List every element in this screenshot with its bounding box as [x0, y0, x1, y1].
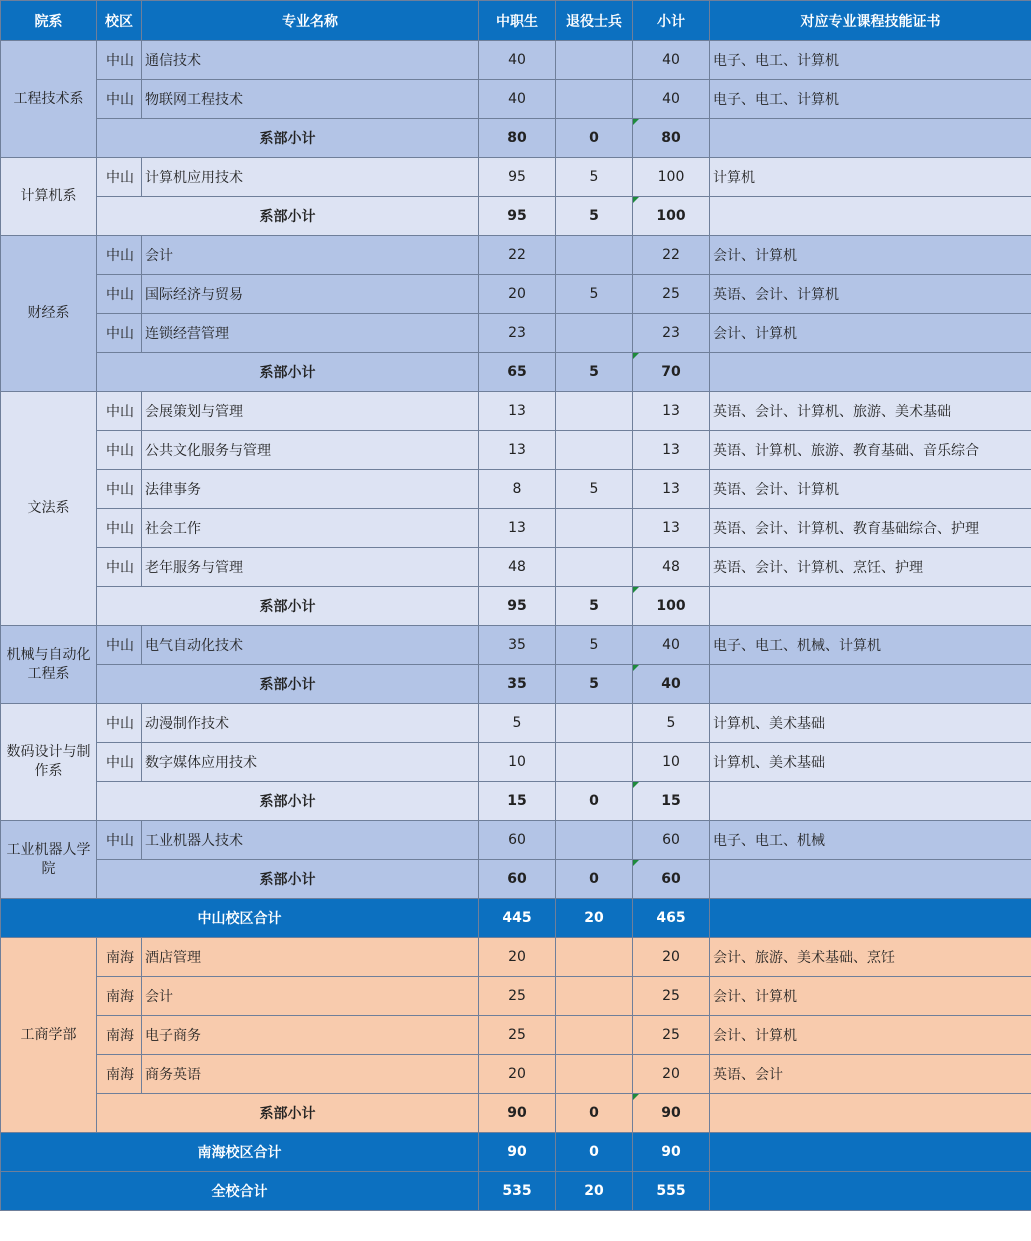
- dept-name-cell: 工程技术系: [1, 41, 97, 158]
- veteran-count-cell: [556, 938, 633, 977]
- grand-total-row-empty: [710, 1172, 1031, 1211]
- certificates-cell: 电子、电工、机械: [710, 821, 1031, 860]
- col-header-major: 专业名称: [142, 1, 479, 41]
- dept-subtotal-label: 系部小计: [97, 119, 479, 158]
- dept-name-cell: 工业机器人学院: [1, 821, 97, 899]
- veteran-count-cell: [556, 548, 633, 587]
- col-header-campus: 校区: [97, 1, 142, 41]
- major-cell: 通信技术: [142, 41, 479, 80]
- dept-subtotal-veteran: 5: [556, 665, 633, 704]
- dept-subtotal-vocational: 65: [479, 353, 556, 392]
- table-row: [1, 314, 1031, 353]
- dept-subtotal-vocational: 60: [479, 860, 556, 899]
- nanhai-total-row-veteran: 0: [556, 1133, 633, 1172]
- dept-subtotal-row: [1, 119, 1031, 158]
- row-subtotal-cell: 48: [633, 548, 710, 587]
- vocational-count-cell: 25: [479, 1016, 556, 1055]
- row-subtotal-cell: 13: [633, 509, 710, 548]
- veteran-count-cell: [556, 743, 633, 782]
- vocational-count-cell: 13: [479, 509, 556, 548]
- dept-subtotal-empty: [710, 197, 1031, 236]
- campus-cell: 中山: [97, 314, 142, 353]
- certificates-cell: 电子、电工、机械、计算机: [710, 626, 1031, 665]
- grand-total-row-veteran: 20: [556, 1172, 633, 1211]
- table-row: [1, 1055, 1031, 1094]
- vocational-count-cell: 35: [479, 626, 556, 665]
- certificates-cell: 英语、会计: [710, 1055, 1031, 1094]
- table-row: [1, 41, 1031, 80]
- veteran-count-cell: [556, 509, 633, 548]
- dept-subtotal-label: 系部小计: [97, 860, 479, 899]
- nanhai-total-row: [1, 1133, 1031, 1172]
- major-cell: 电气自动化技术: [142, 626, 479, 665]
- row-subtotal-cell: 22: [633, 236, 710, 275]
- row-subtotal-cell: 25: [633, 1016, 710, 1055]
- dept-subtotal-label: 系部小计: [97, 1094, 479, 1133]
- major-cell: 会计: [142, 236, 479, 275]
- dept-name-cell: 财经系: [1, 236, 97, 392]
- table-row: [1, 158, 1031, 197]
- major-cell: 法律事务: [142, 470, 479, 509]
- campus-cell: 中山: [97, 509, 142, 548]
- zhongshan-total-row-empty: [710, 899, 1031, 938]
- major-cell: 国际经济与贸易: [142, 275, 479, 314]
- row-subtotal-cell: 13: [633, 392, 710, 431]
- dept-name-cell: 数码设计与制作系: [1, 704, 97, 821]
- campus-cell: 南海: [97, 977, 142, 1016]
- nanhai-total-row-empty: [710, 1133, 1031, 1172]
- major-cell: 老年服务与管理: [142, 548, 479, 587]
- major-cell: 电子商务: [142, 1016, 479, 1055]
- row-subtotal-cell: 13: [633, 470, 710, 509]
- campus-cell: 中山: [97, 821, 142, 860]
- vocational-count-cell: 13: [479, 392, 556, 431]
- veteran-count-cell: [556, 977, 633, 1016]
- campus-cell: 中山: [97, 41, 142, 80]
- major-cell: 工业机器人技术: [142, 821, 479, 860]
- vocational-count-cell: 23: [479, 314, 556, 353]
- vocational-count-cell: 40: [479, 80, 556, 119]
- campus-cell: 中山: [97, 80, 142, 119]
- veteran-count-cell: [556, 1016, 633, 1055]
- campus-cell: 南海: [97, 1016, 142, 1055]
- table-row: [1, 743, 1031, 782]
- table-row: [1, 431, 1031, 470]
- dept-subtotal-vocational: 80: [479, 119, 556, 158]
- veteran-count-cell: [556, 41, 633, 80]
- campus-cell: 中山: [97, 431, 142, 470]
- veteran-count-cell: [556, 80, 633, 119]
- veteran-count-cell: [556, 314, 633, 353]
- dept-subtotal-row: [1, 782, 1031, 821]
- row-subtotal-cell: 20: [633, 938, 710, 977]
- dept-subtotal-veteran: 0: [556, 782, 633, 821]
- table-row: [1, 1016, 1031, 1055]
- dept-subtotal-total: 40: [633, 665, 710, 704]
- table-row: [1, 236, 1031, 275]
- table-body: [1, 41, 1031, 1211]
- header-row: [1, 1, 1031, 41]
- table-row: [1, 704, 1031, 743]
- row-subtotal-cell: 20: [633, 1055, 710, 1094]
- campus-cell: 中山: [97, 626, 142, 665]
- veteran-count-cell: [556, 1055, 633, 1094]
- vocational-count-cell: 10: [479, 743, 556, 782]
- campus-cell: 中山: [97, 743, 142, 782]
- vocational-count-cell: 95: [479, 158, 556, 197]
- veteran-count-cell: [556, 392, 633, 431]
- vocational-count-cell: 20: [479, 938, 556, 977]
- table-row: [1, 470, 1031, 509]
- vocational-count-cell: 22: [479, 236, 556, 275]
- certificates-cell: 会计、计算机: [710, 236, 1031, 275]
- dept-subtotal-row: [1, 860, 1031, 899]
- row-subtotal-cell: 23: [633, 314, 710, 353]
- dept-subtotal-veteran: 0: [556, 119, 633, 158]
- dept-name-cell: 计算机系: [1, 158, 97, 236]
- dept-subtotal-veteran: 0: [556, 1094, 633, 1133]
- col-header-veteran: 退役士兵: [556, 1, 633, 41]
- dept-subtotal-veteran: 0: [556, 860, 633, 899]
- certificates-cell: 计算机: [710, 158, 1031, 197]
- col-header-certificates: 对应专业课程技能证书: [710, 1, 1031, 41]
- dept-subtotal-row: [1, 587, 1031, 626]
- table-row: [1, 626, 1031, 665]
- dept-subtotal-veteran: 5: [556, 353, 633, 392]
- dept-subtotal-veteran: 5: [556, 197, 633, 236]
- veteran-count-cell: [556, 236, 633, 275]
- campus-cell: 南海: [97, 1055, 142, 1094]
- dept-subtotal-total: 15: [633, 782, 710, 821]
- certificates-cell: 会计、计算机: [710, 314, 1031, 353]
- dept-subtotal-vocational: 95: [479, 197, 556, 236]
- vocational-count-cell: 5: [479, 704, 556, 743]
- dept-subtotal-total: 90: [633, 1094, 710, 1133]
- vocational-count-cell: 20: [479, 275, 556, 314]
- zhongshan-total-row-veteran: 20: [556, 899, 633, 938]
- row-subtotal-cell: 40: [633, 80, 710, 119]
- major-cell: 会展策划与管理: [142, 392, 479, 431]
- dept-subtotal-row: [1, 197, 1031, 236]
- dept-subtotal-vocational: 95: [479, 587, 556, 626]
- certificates-cell: 计算机、美术基础: [710, 704, 1031, 743]
- table-row: [1, 977, 1031, 1016]
- nanhai-total-row-total: 90: [633, 1133, 710, 1172]
- dept-subtotal-label: 系部小计: [97, 587, 479, 626]
- campus-cell: 中山: [97, 470, 142, 509]
- dept-subtotal-total: 100: [633, 587, 710, 626]
- certificates-cell: 英语、计算机、旅游、教育基础、音乐综合: [710, 431, 1031, 470]
- campus-cell: 南海: [97, 938, 142, 977]
- zhongshan-total-row: [1, 899, 1031, 938]
- campus-cell: 中山: [97, 236, 142, 275]
- grand-total-row-label: 全校合计: [1, 1172, 479, 1211]
- major-cell: 动漫制作技术: [142, 704, 479, 743]
- certificates-cell: 会计、计算机: [710, 1016, 1031, 1055]
- zhongshan-total-row-total: 465: [633, 899, 710, 938]
- dept-subtotal-vocational: 90: [479, 1094, 556, 1133]
- dept-name-cell: 工商学部: [1, 938, 97, 1133]
- vocational-count-cell: 48: [479, 548, 556, 587]
- veteran-count-cell: 5: [556, 275, 633, 314]
- dept-subtotal-vocational: 35: [479, 665, 556, 704]
- dept-subtotal-total: 70: [633, 353, 710, 392]
- grand-total-row-vocational: 535: [479, 1172, 556, 1211]
- vocational-count-cell: 20: [479, 1055, 556, 1094]
- dept-subtotal-label: 系部小计: [97, 665, 479, 704]
- campus-cell: 中山: [97, 392, 142, 431]
- major-cell: 会计: [142, 977, 479, 1016]
- vocational-count-cell: 25: [479, 977, 556, 1016]
- veteran-count-cell: [556, 821, 633, 860]
- dept-subtotal-row: [1, 353, 1031, 392]
- major-cell: 公共文化服务与管理: [142, 431, 479, 470]
- row-subtotal-cell: 100: [633, 158, 710, 197]
- table-row: [1, 80, 1031, 119]
- col-header-vocational: 中职生: [479, 1, 556, 41]
- row-subtotal-cell: 40: [633, 41, 710, 80]
- campus-cell: 中山: [97, 548, 142, 587]
- row-subtotal-cell: 25: [633, 275, 710, 314]
- dept-subtotal-empty: [710, 119, 1031, 158]
- certificates-cell: 会计、计算机: [710, 977, 1031, 1016]
- dept-subtotal-empty: [710, 1094, 1031, 1133]
- col-header-dept: 院系: [1, 1, 97, 41]
- certificates-cell: 计算机、美术基础: [710, 743, 1031, 782]
- grand-total-row-total: 555: [633, 1172, 710, 1211]
- campus-cell: 中山: [97, 704, 142, 743]
- dept-subtotal-total: 80: [633, 119, 710, 158]
- major-cell: 社会工作: [142, 509, 479, 548]
- row-subtotal-cell: 40: [633, 626, 710, 665]
- certificates-cell: 英语、会计、计算机: [710, 275, 1031, 314]
- major-cell: 数字媒体应用技术: [142, 743, 479, 782]
- campus-cell: 中山: [97, 275, 142, 314]
- dept-subtotal-row: [1, 1094, 1031, 1133]
- certificates-cell: 英语、会计、计算机、旅游、美术基础: [710, 392, 1031, 431]
- row-subtotal-cell: 10: [633, 743, 710, 782]
- dept-subtotal-total: 100: [633, 197, 710, 236]
- vocational-count-cell: 8: [479, 470, 556, 509]
- table-row: [1, 821, 1031, 860]
- table-row: [1, 548, 1031, 587]
- major-cell: 物联网工程技术: [142, 80, 479, 119]
- vocational-count-cell: 13: [479, 431, 556, 470]
- row-subtotal-cell: 13: [633, 431, 710, 470]
- certificates-cell: 电子、电工、计算机: [710, 41, 1031, 80]
- dept-subtotal-label: 系部小计: [97, 197, 479, 236]
- veteran-count-cell: 5: [556, 626, 633, 665]
- certificates-cell: 英语、会计、计算机、教育基础综合、护理: [710, 509, 1031, 548]
- veteran-count-cell: [556, 704, 633, 743]
- dept-subtotal-vocational: 15: [479, 782, 556, 821]
- certificates-cell: 英语、会计、计算机、烹饪、护理: [710, 548, 1031, 587]
- zhongshan-total-row-vocational: 445: [479, 899, 556, 938]
- dept-subtotal-total: 60: [633, 860, 710, 899]
- row-subtotal-cell: 60: [633, 821, 710, 860]
- veteran-count-cell: 5: [556, 470, 633, 509]
- nanhai-total-row-vocational: 90: [479, 1133, 556, 1172]
- dept-name-cell: 机械与自动化工程系: [1, 626, 97, 704]
- row-subtotal-cell: 5: [633, 704, 710, 743]
- certificates-cell: 会计、旅游、美术基础、烹饪: [710, 938, 1031, 977]
- veteran-count-cell: [556, 431, 633, 470]
- dept-subtotal-empty: [710, 665, 1031, 704]
- major-cell: 计算机应用技术: [142, 158, 479, 197]
- campus-cell: 中山: [97, 158, 142, 197]
- certificates-cell: 电子、电工、计算机: [710, 80, 1031, 119]
- dept-subtotal-empty: [710, 860, 1031, 899]
- row-subtotal-cell: 25: [633, 977, 710, 1016]
- table-row: [1, 938, 1031, 977]
- dept-subtotal-empty: [710, 587, 1031, 626]
- grand-total-row: [1, 1172, 1031, 1211]
- table-row: [1, 392, 1031, 431]
- major-cell: 商务英语: [142, 1055, 479, 1094]
- vocational-count-cell: 40: [479, 41, 556, 80]
- major-cell: 连锁经营管理: [142, 314, 479, 353]
- col-header-subtotal: 小计: [633, 1, 710, 41]
- certificates-cell: 英语、会计、计算机: [710, 470, 1031, 509]
- dept-subtotal-empty: [710, 353, 1031, 392]
- dept-subtotal-label: 系部小计: [97, 782, 479, 821]
- zhongshan-total-row-label: 中山校区合计: [1, 899, 479, 938]
- vocational-count-cell: 60: [479, 821, 556, 860]
- table-row: [1, 275, 1031, 314]
- dept-subtotal-label: 系部小计: [97, 353, 479, 392]
- dept-subtotal-row: [1, 665, 1031, 704]
- table-row: [1, 509, 1031, 548]
- dept-subtotal-veteran: 5: [556, 587, 633, 626]
- nanhai-total-row-label: 南海校区合计: [1, 1133, 479, 1172]
- dept-subtotal-empty: [710, 782, 1031, 821]
- dept-name-cell: 文法系: [1, 392, 97, 626]
- major-cell: 酒店管理: [142, 938, 479, 977]
- veteran-count-cell: 5: [556, 158, 633, 197]
